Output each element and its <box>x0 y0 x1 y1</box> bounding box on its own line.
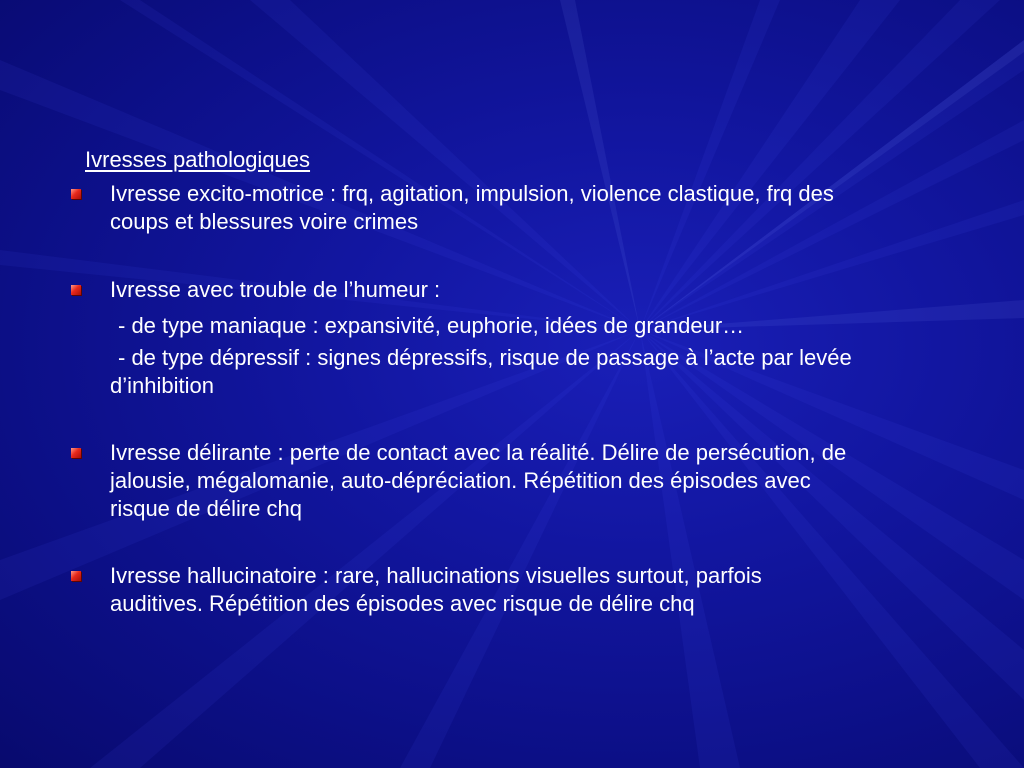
bullet-icon <box>71 571 81 581</box>
list-item-line: auditives. Répétition des épisodes avec risque de délire chq <box>110 591 695 616</box>
list-item <box>110 439 990 523</box>
sub-item-line: - de type maniaque : expansivité, euphorie, idées de grandeur… <box>118 313 745 338</box>
list-item <box>110 180 990 236</box>
list-item <box>110 276 990 304</box>
list-item-line: Ivresse avec trouble de l’humeur : <box>110 277 441 302</box>
list-item-line: jalousie, mégalomanie, auto-dépréciation. Répétition des épisodes avec <box>110 468 811 493</box>
list-item-line: Ivresse hallucinatoire : rare, hallucinations visuelles surtout, parfois <box>110 563 762 588</box>
list-item <box>110 562 990 618</box>
list-item-line: coups et blessures voire crimes <box>110 209 419 234</box>
sub-item-line: - de type dépressif : signes dépressifs, risque de passage à l’acte par levée <box>118 345 852 370</box>
list-item-line: Ivresse excito-motrice : frq, agitation, impulsion, violence clastique, frq des <box>110 181 834 206</box>
bullet-icon <box>71 285 81 295</box>
list-item-line: Ivresse délirante : perte de contact avec la réalité. Délire de persécution, de <box>110 440 847 465</box>
bullet-icon <box>71 189 81 199</box>
list-item-line: risque de délire chq <box>110 496 303 521</box>
bullet-icon <box>71 448 81 458</box>
slide-heading: Ivresses pathologiques <box>85 147 311 172</box>
sub-item-line: d’inhibition <box>110 373 214 398</box>
